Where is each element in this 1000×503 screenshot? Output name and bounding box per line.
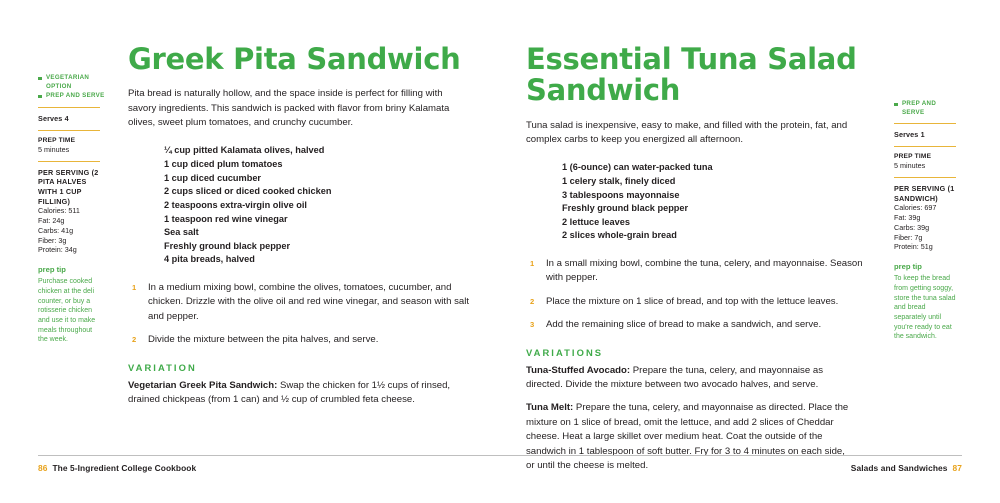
prep-tip-heading: prep tip	[38, 265, 66, 274]
tagline-prep-and-serve	[894, 100, 960, 117]
ingredient-item: Sea salt	[164, 227, 199, 238]
divider	[38, 107, 100, 108]
left-page	[38, 30, 508, 455]
divider	[38, 130, 100, 131]
footer-inner	[38, 455, 962, 503]
instruction-list	[128, 281, 498, 348]
left-sidebar	[38, 30, 116, 455]
prep-time-label: PREP TIME	[894, 153, 932, 161]
prep-tip-heading: prep tip	[894, 262, 922, 272]
instruction-list	[526, 257, 870, 333]
prep-time-block	[894, 153, 960, 171]
instruction-step: Place the mixture on 1 slice of bread, and top with the lettuce leaves.	[546, 295, 839, 307]
left-recipe	[116, 30, 498, 455]
footer-left	[38, 463, 196, 473]
recipe-title: Essential Tuna Salad Sandwich	[526, 42, 857, 108]
divider	[894, 177, 956, 178]
variation-heading: VARIATION	[128, 361, 197, 373]
nutrition-label: PER SERVING (1 SANDWICH)	[894, 183, 955, 203]
ingredient-item: 2 slices whole-grain bread	[562, 230, 677, 241]
prep-time-label: PREP TIME	[38, 136, 76, 144]
nutrition-item: Fat: 39g	[894, 213, 921, 223]
ingredient-item: 1 (6-ounce) can water-packed tuna	[562, 162, 713, 173]
divider	[38, 161, 100, 162]
serves-block	[38, 114, 106, 124]
nutrition-item: Fiber: 7g	[894, 232, 923, 242]
ingredient-item: Freshly ground black pepper	[164, 240, 291, 251]
nutrition-item: Fiber: 3g	[38, 235, 67, 245]
chapter-title: Salads and Sandwiches	[850, 463, 948, 473]
prep-tip	[38, 265, 100, 345]
variation-item	[128, 379, 458, 408]
prep-time-value: 5 minutes	[38, 144, 70, 154]
ingredient-item: 4 pita breads, halved	[164, 254, 255, 265]
ingredient-item: ¼ cup pitted Kalamata olives, halved	[164, 145, 325, 156]
right-recipe	[526, 30, 882, 471]
ingredient-item: 2 cups sliced or diced cooked chicken	[164, 186, 332, 197]
ingredient-item: 2 teaspoons extra-virgin olive oil	[164, 199, 307, 210]
book-title: The 5-Ingredient College Cookbook	[52, 463, 197, 473]
variation-text: Prepare the tuna, celery, and mayonnaise as directed. Place the mixture on 1 slice of bread, omit the lettuce, and add 2 slices of Cheddar cheese. Heat a large skillet over medium heat. Coat the outside of the sandwich in 1 tablespoon of soft butter. Fry for 3 to 4 minutes on each side, or until the cheese is melted.	[526, 402, 849, 471]
variation-text: Swap the chicken for 1½ cups of rinsed, drained chickpeas (from 1 can) and ½ cup of crumbled feta cheese.	[128, 379, 451, 405]
nutrition-item: Calories: 697	[894, 203, 937, 213]
serves-label: Serves 4	[38, 113, 69, 123]
prep-time-value: 5 minutes	[894, 161, 926, 171]
variation-name: Tuna-Stuffed Avocado:	[526, 364, 631, 376]
nutrition-label: PER SERVING (2 PITA HALVES WITH 1 CUP FILLING)	[38, 167, 99, 206]
tagline-prep-and-serve	[38, 92, 106, 101]
page-number-right: 87	[952, 463, 962, 473]
prep-tip-text: To keep the bread from getting soggy, store the tuna salad and bread separately until you're ready to eat the sandwich.	[894, 275, 956, 341]
divider	[894, 146, 956, 147]
prep-tip-text: Purchase cooked chicken at the deli counter, or buy a rotisserie chicken and use it to make meals throughout the week.	[38, 278, 96, 344]
ingredient-item: 1 teaspoon red wine vinegar	[164, 213, 288, 224]
ingredient-item: 3 tablespoons mayonnaise	[562, 189, 680, 200]
divider	[894, 123, 956, 124]
ingredient-list	[526, 161, 870, 243]
instruction-step: In a medium mixing bowl, combine the olives, tomatoes, cucumber, and chicken. Drizzle with the olive oil and red wine vinegar, and season with salt and pepper.	[148, 281, 470, 322]
variation-heading: VARIATIONS	[526, 346, 604, 358]
variation-name: Tuna Melt:	[526, 402, 574, 414]
variation-name: Vegetarian Greek Pita Sandwich:	[128, 379, 278, 391]
right-sidebar	[882, 30, 960, 455]
nutrition-block	[38, 168, 106, 255]
tagline-text: PREP AND SERVE	[46, 92, 105, 100]
nutrition-item: Carbs: 41g	[38, 225, 74, 235]
nutrition-item: Calories: 511	[38, 206, 80, 216]
nutrition-item: Fat: 24g	[38, 216, 65, 226]
recipe-intro: Pita bread is naturally hollow, and the space inside is perfect for filling with savory ingredients. This sandwich is packed with flavor from briny Kalamata olives, sweet plum tomatoes, and crunchy cucumber.	[128, 88, 450, 129]
page-footer	[0, 455, 1000, 503]
instruction-step: In a small mixing bowl, combine the tuna, celery, and mayonnaise. Season with pepper.	[546, 258, 863, 284]
ingredient-item: 1 celery stalk, finely diced	[562, 176, 676, 187]
recipe-intro: Tuna salad is inexpensive, easy to make, and filled with the protein, fat, and complex carbs to keep you energized all afternoon.	[526, 119, 848, 146]
nutrition-item: Carbs: 39g	[894, 222, 930, 232]
prep-tip	[894, 262, 956, 342]
nutrition-item: Protein: 34g	[38, 245, 77, 255]
variation-item	[526, 364, 856, 393]
tagline-text: VEGETARIAN OPTION	[46, 74, 90, 90]
recipe-title: Greek Pita Sandwich	[128, 42, 461, 76]
tagline-vegetarian-option	[38, 74, 106, 91]
variation-text: Prepare the tuna, celery, and mayonnaise as directed. Divide the mixture between two avocado halves, and serve.	[526, 364, 823, 391]
ingredient-item: 1 cup diced plum tomatoes	[164, 159, 283, 170]
prep-time-block	[38, 137, 106, 155]
serves-block	[894, 130, 960, 140]
tagline-text: PREP AND SERVE	[902, 100, 937, 116]
ingredient-item: 1 cup diced cucumber	[164, 172, 262, 183]
footer-right	[851, 463, 962, 473]
ingredient-item: 2 lettuce leaves	[562, 216, 630, 227]
nutrition-item: Protein: 51g	[894, 242, 933, 252]
nutrition-block	[894, 184, 960, 252]
page-number-left: 86	[38, 463, 48, 473]
ingredient-list	[128, 144, 498, 266]
serves-label: Serves 1	[894, 130, 925, 140]
instruction-step: Divide the mixture between the pita halves, and serve.	[148, 334, 379, 346]
ingredient-item: Freshly ground black pepper	[562, 203, 689, 214]
instruction-step: Add the remaining slice of bread to make a sandwich, and serve.	[546, 319, 822, 331]
